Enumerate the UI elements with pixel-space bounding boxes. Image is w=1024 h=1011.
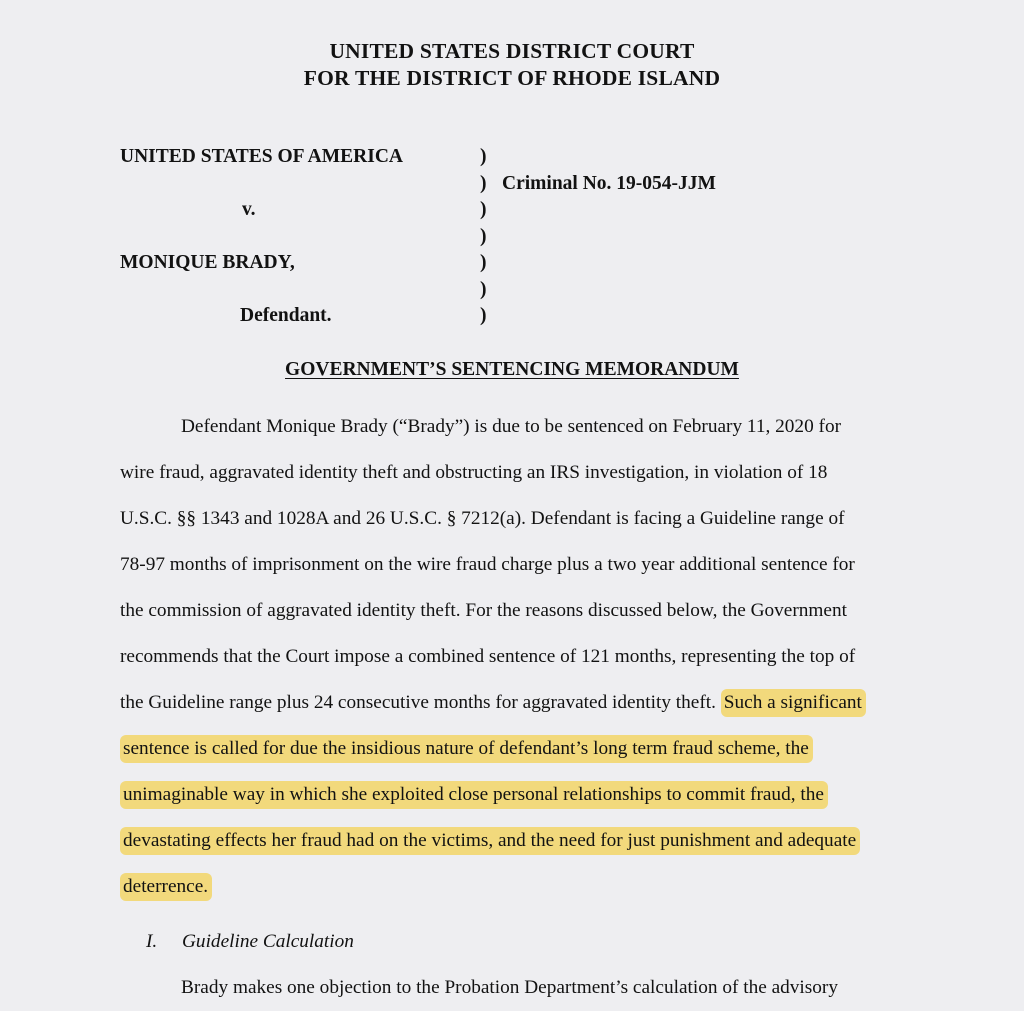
- caption-paren: ): [480, 146, 487, 167]
- court-name-line2: FOR THE DISTRICT OF RHODE ISLAND: [303, 66, 721, 90]
- section-number: I.: [146, 931, 158, 952]
- highlighted-text: Such a significant: [721, 689, 866, 717]
- document-title: [0, 359, 1024, 381]
- case-caption: [120, 144, 910, 330]
- caption-defendant: MONIQUE BRADY,: [120, 252, 295, 273]
- caption-row-versus: [120, 197, 910, 224]
- caption-row-case-number: [120, 171, 910, 198]
- body-line: U.S.C. §§ 1343 and 1028A and 26 U.S.C. § 7212(a). Defendant is facing a Guideline range of: [120, 508, 845, 529]
- caption-row-plaintiff: [120, 144, 910, 171]
- section-first-line: Brady makes one objection to the Probation Department’s calculation of the advisory: [181, 977, 838, 998]
- court-header: [0, 38, 1024, 92]
- body-line: wire fraud, aggravated identity theft and obstructing an IRS investigation, in violation of 18: [120, 462, 828, 483]
- body-line: the commission of aggravated identity theft. For the reasons discussed below, the Government: [120, 600, 847, 621]
- caption-case-number: Criminal No. 19-054-JJM: [502, 172, 716, 194]
- caption-plaintiff: UNITED STATES OF AMERICA: [120, 146, 403, 167]
- caption-row-spacer-1: [120, 224, 910, 251]
- body-line: recommends that the Court impose a combined sentence of 121 months, representing the top of: [120, 646, 856, 667]
- caption-paren: ): [480, 278, 487, 300]
- body-line-highlighted: [120, 818, 910, 864]
- document-title-text: GOVERNMENT’S SENTENCING MEMORANDUM: [285, 359, 739, 380]
- caption-row-defendant: [120, 250, 910, 277]
- body-line: Defendant Monique Brady (“Brady”) is due to be sentenced on February 11, 2020 for: [181, 416, 842, 437]
- caption-versus: v.: [242, 199, 256, 220]
- body-line-highlighted: [120, 772, 910, 818]
- highlighted-text: devastating effects her fraud had on the victims, and the need for just punishment and adequate: [120, 827, 860, 855]
- section-heading: [120, 919, 910, 965]
- caption-row-defendant-role: [120, 303, 910, 330]
- caption-defendant-role: Defendant.: [240, 305, 332, 326]
- body-line-highlighted: [120, 864, 910, 910]
- body-line-plain-text: the Guideline range plus 24 consecutive months for aggravated identity theft.: [120, 692, 721, 713]
- highlighted-text: unimaginable way in which she exploited close personal relationships to commit fraud, the: [120, 781, 828, 809]
- body-line: 78-97 months of imprisonment on the wire fraud charge plus a two year additional sentence for: [120, 554, 855, 575]
- caption-paren: ): [480, 305, 487, 326]
- body-line-with-highlight-start: [120, 680, 910, 726]
- highlighted-text: deterrence.: [120, 873, 212, 901]
- body-paragraph: [120, 404, 910, 910]
- caption-paren: ): [480, 252, 487, 273]
- caption-paren: ): [480, 199, 487, 220]
- caption-paren: ): [480, 225, 487, 247]
- body-line-highlighted: [120, 726, 910, 772]
- court-name-line1: UNITED STATES DISTRICT COURT: [329, 39, 695, 63]
- highlighted-text: sentence is called for due the insidious nature of defendant’s long term fraud scheme, the: [120, 735, 813, 763]
- caption-paren: ): [480, 172, 487, 194]
- section-heading-text: Guideline Calculation: [182, 931, 354, 952]
- caption-row-spacer-2: [120, 277, 910, 304]
